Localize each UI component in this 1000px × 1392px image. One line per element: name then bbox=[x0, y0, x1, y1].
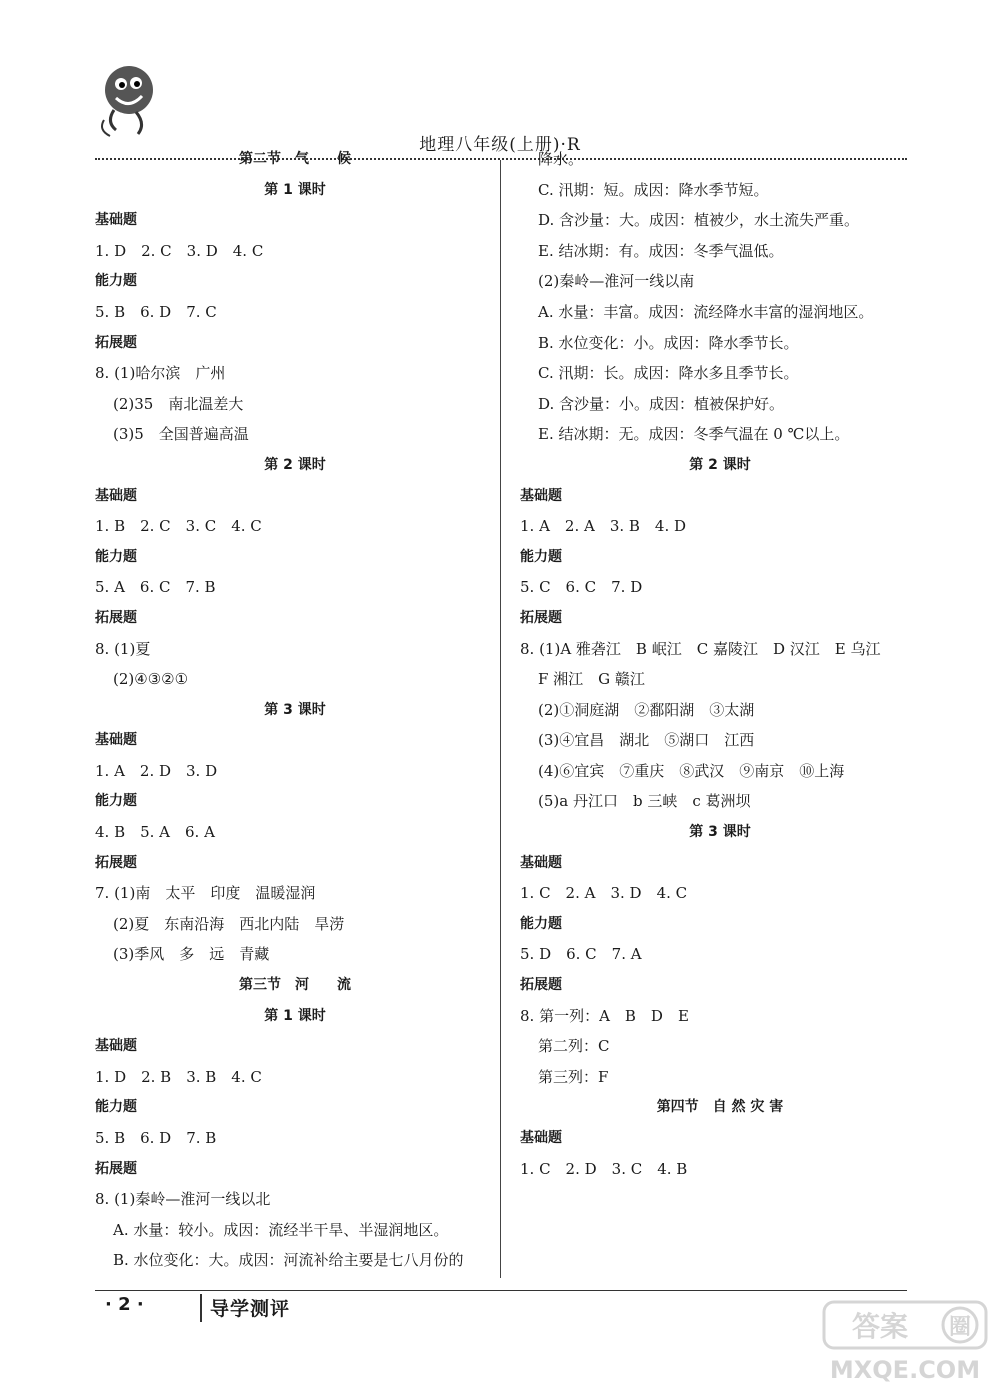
answer-line: B. 水位变化：小。成因：降水季节长。 bbox=[538, 333, 799, 352]
footer-divider bbox=[95, 1290, 907, 1291]
answer-line: 5. B 6. D 7. C bbox=[95, 302, 217, 321]
answer-line: (3)④宜昌 湖北 ⑤湖口 江西 bbox=[538, 731, 755, 750]
answer-line: (2)秦岭—淮河一线以南 bbox=[538, 272, 695, 291]
section-heading: 第 1 课时 bbox=[264, 1007, 326, 1024]
question-type-label: 基础题 bbox=[95, 732, 137, 749]
answer-line: B. 水位变化：大。成因：河流补给主要是七八月份的 bbox=[113, 1251, 464, 1270]
question-type-label: 能力题 bbox=[95, 273, 137, 290]
question-type-label: 拓展题 bbox=[520, 609, 562, 626]
answer-line: F 湘江 G 赣江 bbox=[538, 670, 645, 689]
answer-line: 5. C 6. C 7. D bbox=[520, 578, 643, 597]
left-column bbox=[95, 144, 495, 1276]
question-type-label: 拓展题 bbox=[95, 1160, 137, 1177]
answer-line: 5. B 6. D 7. B bbox=[95, 1129, 217, 1147]
footer-brand: 导学测评 bbox=[210, 1298, 291, 1320]
question-type-label: 能力题 bbox=[95, 793, 137, 810]
answer-line: 降水。 bbox=[538, 150, 584, 168]
question-type-label: 基础题 bbox=[95, 1038, 137, 1055]
question-type-label: 拓展题 bbox=[520, 977, 562, 994]
answer-line: (2)夏 东南沿海 西北内陆 旱涝 bbox=[113, 914, 345, 933]
answer-line: C. 汛期：短。成因：降水季节短。 bbox=[538, 180, 769, 199]
svg-text:答案: 答案 bbox=[851, 1310, 909, 1343]
answer-line: 1. C 2. D 3. C 4. B bbox=[520, 1159, 688, 1178]
answer-line: 5. D 6. C 7. A bbox=[520, 945, 642, 964]
page-header-title: 地理八年级(上册)·R bbox=[419, 135, 581, 155]
question-type-label: 基础题 bbox=[520, 1130, 562, 1146]
svg-text:圈: 圈 bbox=[948, 1315, 972, 1340]
answer-line: 1. C 2. A 3. D 4. C bbox=[520, 884, 688, 903]
watermark-logo bbox=[820, 1298, 990, 1386]
section-heading: 第 2 课时 bbox=[264, 456, 326, 473]
answer-line: 8. (1)A 雅砻江 B 岷江 C 嘉陵江 D 汉江 E 乌江 bbox=[520, 639, 881, 658]
answer-line: A. 水量：较小。成因：流经半干旱、半湿润地区。 bbox=[113, 1220, 449, 1239]
answer-line: (3)5 全国普遍高温 bbox=[113, 425, 249, 444]
question-type-label: 能力题 bbox=[95, 1099, 137, 1116]
section-heading: 第 3 课时 bbox=[264, 701, 326, 718]
answer-line: 7. (1)南 太平 印度 温暖湿润 bbox=[95, 884, 316, 903]
footer-separator bbox=[200, 1294, 202, 1322]
answer-line: 8. (1)哈尔滨 广州 bbox=[95, 364, 226, 383]
answer-line: 第三列：F bbox=[538, 1067, 609, 1086]
answer-line: D. 含沙量：大。成因：植被少，水土流失严重。 bbox=[538, 211, 860, 230]
question-type-label: 拓展题 bbox=[95, 334, 137, 351]
answer-line: (5)a 丹江口 b 三峡 c 葛洲坝 bbox=[538, 792, 751, 811]
column-divider bbox=[500, 160, 501, 1278]
question-type-label: 能力题 bbox=[520, 915, 562, 932]
section-heading: 第 2 课时 bbox=[689, 456, 751, 473]
answer-line: (2)35 南北温差大 bbox=[113, 394, 244, 413]
answer-line: 1. D 2. C 3. D 4. C bbox=[95, 241, 264, 260]
answer-line: A. 水量：丰富。成因：流经降水丰富的湿润地区。 bbox=[538, 302, 874, 321]
answer-line: 4. B 5. A 6. A bbox=[95, 823, 215, 842]
question-type-label: 能力题 bbox=[95, 548, 137, 565]
answer-line: E. 结冰期：无。成因：冬季气温在 0 ℃以上。 bbox=[538, 425, 850, 444]
answer-line: (3)季风 多 远 青藏 bbox=[113, 945, 270, 964]
right-column bbox=[520, 144, 920, 1184]
answer-line: C. 汛期：长。成因：降水多且季节长。 bbox=[538, 364, 799, 383]
answer-line: 1. A 2. D 3. D bbox=[95, 761, 218, 780]
section-heading: 第 3 课时 bbox=[689, 824, 751, 841]
answer-line: 8. (1)夏 bbox=[95, 639, 151, 658]
answer-line: 5. A 6. C 7. B bbox=[95, 578, 216, 597]
mascot-logo bbox=[96, 60, 166, 140]
question-type-label: 基础题 bbox=[520, 854, 562, 871]
question-type-label: 基础题 bbox=[95, 212, 137, 229]
answer-line: 1. A 2. A 3. B 4. D bbox=[520, 517, 687, 536]
answer-line: E. 结冰期：有。成因：冬季气温低。 bbox=[538, 241, 784, 260]
answer-line: D. 含沙量：小。成因：植被保护好。 bbox=[538, 394, 785, 413]
answer-line: 第二列：C bbox=[538, 1037, 610, 1056]
svg-text:MXQE.COM: MXQE.COM bbox=[829, 1356, 981, 1384]
answer-line: 8. (1)秦岭—淮河一线以北 bbox=[95, 1190, 271, 1209]
section-heading: 第二节 气 候 bbox=[239, 151, 351, 167]
question-type-label: 能力题 bbox=[520, 548, 562, 565]
section-heading: 第 1 课时 bbox=[264, 181, 326, 198]
section-heading: 第三节 河 流 bbox=[239, 977, 351, 994]
question-type-label: 拓展题 bbox=[95, 854, 137, 871]
question-type-label: 基础题 bbox=[520, 487, 562, 504]
question-type-label: 拓展题 bbox=[95, 609, 137, 626]
answer-line: 1. D 2. B 3. B 4. C bbox=[95, 1067, 262, 1086]
answer-line: (2)④③②① bbox=[113, 670, 189, 689]
answer-line: (4)⑥宜宾 ⑦重庆 ⑧武汉 ⑨南京 ⑩上海 bbox=[538, 761, 845, 780]
question-type-label: 基础题 bbox=[95, 487, 137, 504]
page-number: · 2 · bbox=[105, 1294, 144, 1315]
answer-line: 8. 第一列：A B D E bbox=[520, 1006, 689, 1025]
answer-line: 1. B 2. C 3. C 4. C bbox=[95, 517, 262, 536]
section-heading: 第四节 自 然 灾 害 bbox=[656, 1099, 784, 1116]
answer-line: (2)①洞庭湖 ②鄱阳湖 ③太湖 bbox=[538, 700, 755, 719]
